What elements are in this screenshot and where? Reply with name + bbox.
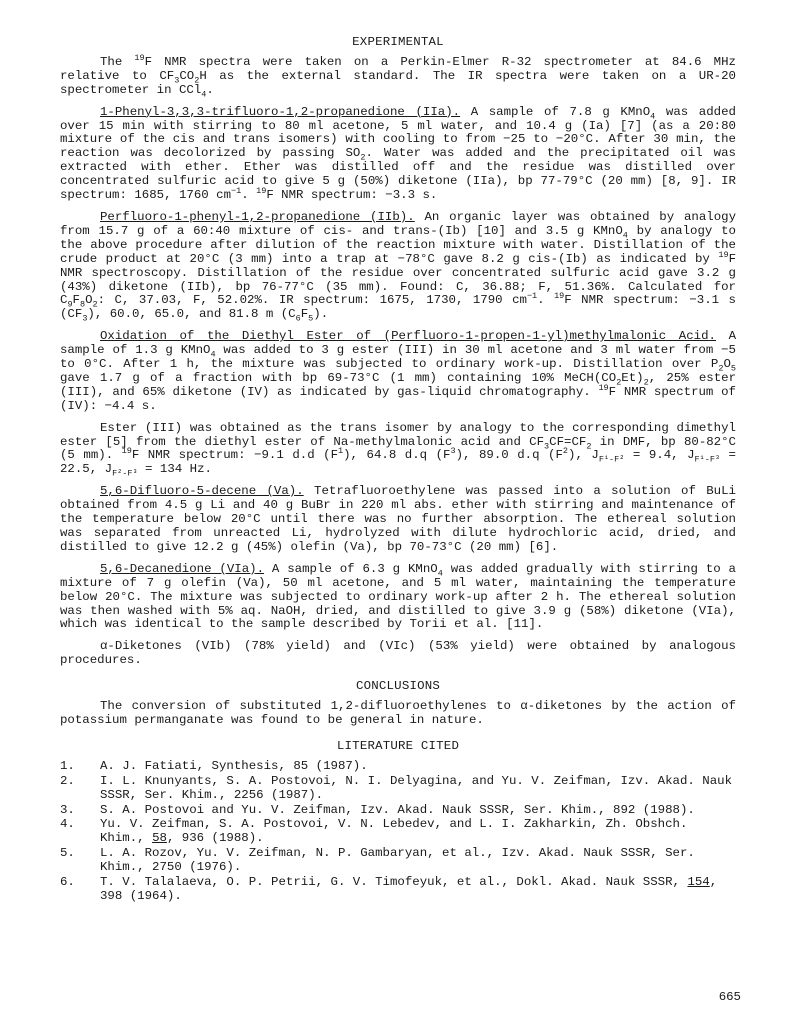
reference-item <box>60 760 736 774</box>
volume-number: 154 <box>687 875 710 890</box>
reference-item <box>60 804 736 818</box>
reference-number: 3. <box>60 802 75 817</box>
reference-number: 6. <box>60 875 75 890</box>
reference-number: 2. <box>60 773 75 788</box>
compound-title-via: 5,6-Decanedione (VIa). <box>100 561 265 576</box>
reference-item <box>60 847 736 875</box>
paragraph-oxidation: Oxidation of the Diethyl Ester of (Perfluoro-1-propen-1-yl)methylmalonic Acid. A sample of 1.3 g KMnO$_4$ was added to 3 g ester (III) in 30 ml acetone and 3 ml water from −5 to 0°C. After 1 h, the mixture was subjected to ordinary work-up. Distillation over $P_2O_5$ gave 1.7 g of a fraction with bp 69-73°C (1 mm) containing 10% $MeCH(CO_2Et)_2$, 25% ester (III), and 65% diketone (IV) as indicated by gas-liquid chromatography. $^{19}$F NMR spectrum of (IV): −4.4 s. <box>60 329 736 413</box>
volume-number: 58 <box>152 831 167 846</box>
reference-number: 1. <box>60 758 75 773</box>
reference-text: L. A. Rozov, Yu. V. Zeifman, N. P. Gambaryan, et al., Izv. Akad. Nauk SSSR, Ser. Khim., 2750 (1976). <box>100 846 695 875</box>
paper-page <box>60 36 736 905</box>
compound-title-iia: 1-Phenyl-3,3,3-trifluoro-1,2-propanedione (IIa). <box>100 104 461 119</box>
page-number: 665 <box>718 990 741 1004</box>
paragraph-via: 5,6-Decanedione (VIa). A sample of 6.3 g KMnO$_4$ was added gradually with stirring to a mixture of 7 g olefin (Va), 50 ml acetone, and 5 ml water, maintaining the temperature below 20°C. The mixture was subjected to ordinary work-up after 2 h. The ethereal solution was then washed with 5% aq. NaOH, dried, and distilled to give 3.9 g (58%) diketone (VIa), which was identical to the sample described by Torii et al. [11]. <box>60 561 736 632</box>
paragraph-iia: 1-Phenyl-3,3,3-trifluoro-1,2-propanedione (IIa). A sample of 7.8 g KMnO$_4$ was added over 15 min with stirring to 80 ml acetone, 5 ml water, and 10.4 g (Ia) [7] (as a 20:80 mixture of the cis and trans isomers) with cooling to from −25 to −20°C. After 30 min, the reaction was decolorized by passing $SO_2$. Water was added and the precipitated oil was extracted with ether. Ether was distilled off and the residue was distilled over concentrated sulfuric acid to give 5 g (50%) diketone (IIa), bp 77-79°C (20 mm) [8, 9]. IR spectrum: 1685, 1760 $cm^{-1}$. $^{19}$F NMR spectrum: −3.3 s. <box>60 104 736 203</box>
experimental-heading: EXPERIMENTAL <box>352 35 444 49</box>
conclusions-text: The conversion of substituted 1,2-difluoroethylenes to α-diketones by the action of potassium permanganate was found to be general in nature. <box>60 699 736 727</box>
reference-text: I. L. Knunyants, S. A. Postovoi, N. I. Delyagina, and Yu. V. Zeifman, Izv. Akad. Nauk SSSR, Ser. Khim., 2256 (1987). <box>100 773 733 802</box>
compound-title-oxidation: Oxidation of the Diethyl Ester of (Perfluoro-1-propen-1-yl)methylmalonic Acid. <box>100 329 716 344</box>
paragraph-va: 5,6-Difluoro-5-decene (Va). Tetrafluoroethylene was passed into a solution of BuLi obtained from 4.5 g Li and 40 g BuBr in 220 ml abs. ether with stirring and maintenance of the temperature below 20°C until there was no further absorption. The ethereal solution was separated from unreacted Li, hydrolyzed with dilute hydrochloric acid, dried, and distilled to give 12.2 g (45%) olefin (Va), bp 70-73°C (20 mm) [6]. <box>60 484 736 554</box>
reference-item <box>60 876 736 904</box>
reference-text: A. J. Fatiati, Synthesis, 85 (1987). <box>100 758 368 773</box>
reference-list <box>60 760 736 904</box>
reference-item <box>60 775 736 803</box>
compound-title-va: 5,6-Difluoro-5-decene (Va). <box>100 484 304 499</box>
conclusions-heading: CONCLUSIONS <box>356 679 440 694</box>
reference-item <box>60 818 736 846</box>
reference-number: 4. <box>60 817 75 832</box>
paragraph-iib: Perfluoro-1-phenyl-1,2-propanedione (IIb). An organic layer was obtained by analogy from 15.7 g of a 60:40 mixture of cis- and trans-(Ib) [10] and 3.5 g KMnO$_4$ by analogy to the above procedure after dilution of the reaction mixture with water. Distillation of the crude product at 20°C (3 mm) into a trap at −78°C gave 8.2 g cis-(Ib) as indicated by $^{19}$F NMR spectroscopy. Distillation of the residue over concentrated sulfuric acid gave 3.2 g (43%) diketone (IIb), bp 76-77°C (35 mm). Found: C, 36.88; F, 51.36%. Calculated for $C_9F_8O_2$: C, 37.03, F, 52.02%. IR spectrum: 1675, 1730, 1790 $cm^{-1}$. $^{19}$F NMR spectrum: −3.1 s $(CF_3)$, 60.0, 65.0, and 81.8 m $(C_6F_5)$. <box>60 209 737 324</box>
paragraph-vib-vic: α-Diketones (VIb) (78% yield) and (VIc) (53% yield) were obtained by analogous procedures. <box>60 639 736 668</box>
paragraph-ester: Ester (III) was obtained as the trans isomer by analogy to the corresponding dimethyl ester [5] from the diethyl ester of Na-methylmalonic acid and $CF_3CF=CF_2$ in DMF, bp 80-82°C (5 mm). $^{19}$F NMR spectrum: −9.1 d.d $(F^1)$, 64.8 d.q $(F^3)$, 89.0 d.q $(F^2)$, $J_{F^1-F^2} = 9.4$, $J_{F^1-F^3} = 22.5$, $J_{F^2-F^3} = 134$ Hz. <box>60 420 736 479</box>
literature-heading: LITERATURE CITED <box>336 738 460 753</box>
paragraph-nmr-methods: The $^{19}$F NMR spectra were taken on a Perkin-Elmer R-32 spectrometer at 84.6 MHz relative to $CF_3CO_2H$ as the external standard. The IR spectra were taken on a UR-20 spectrometer in CCl$_4$. <box>60 52 736 100</box>
reference-text: T. V. Talalaeva, O. P. Petrii, G. V. Timofeyuk, et al., Dokl. Akad. Nauk SSSR, 154, 398 (1964). <box>100 875 718 903</box>
reference-text: Yu. V. Zeifman, S. A. Postovoi, V. N. Lebedev, and L. I. Zakharkin, Zh. Obshch. Khim., 58, 936 (1988). <box>100 817 688 846</box>
reference-text: S. A. Postovoi and Yu. V. Zeifman, Izv. Akad. Nauk SSSR, Ser. Khim., 892 (1988). <box>100 802 695 817</box>
reference-number: 5. <box>60 846 75 861</box>
compound-title-iib: Perfluoro-1-phenyl-1,2-propanedione (IIb). <box>100 209 415 224</box>
